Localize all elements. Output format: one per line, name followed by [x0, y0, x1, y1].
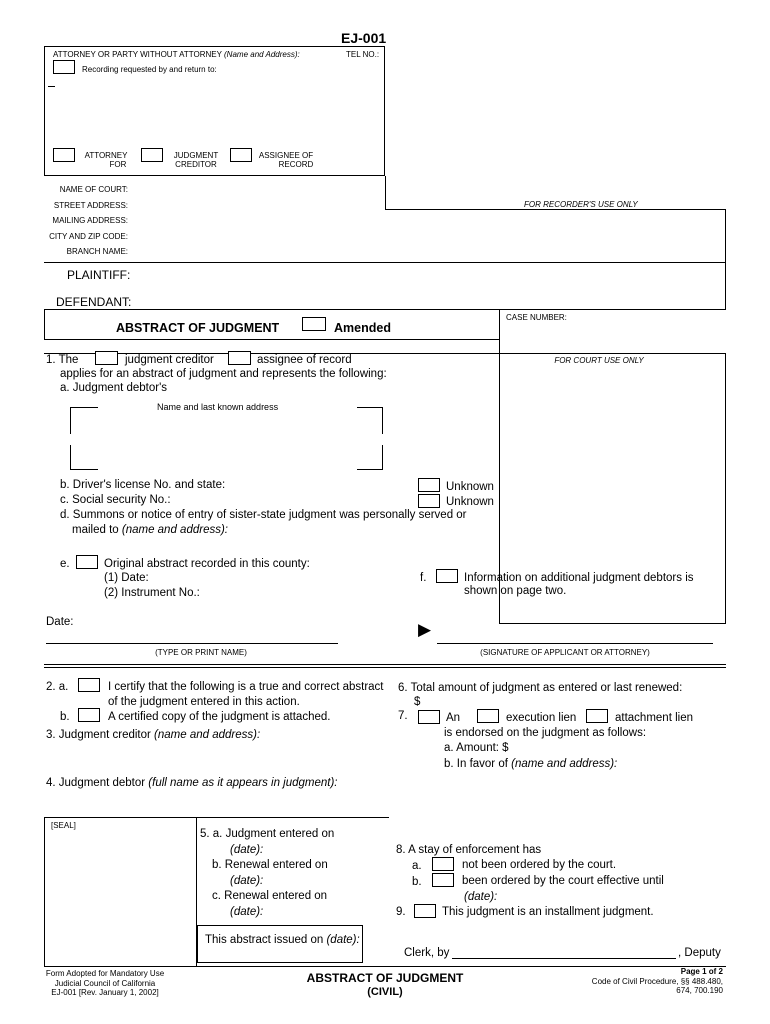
item2a-label: 2. a. [46, 681, 69, 693]
branch-label: BRANCH NAME: [66, 247, 128, 256]
item1-f-label: f. [420, 572, 427, 584]
divider [385, 176, 386, 210]
item1-e-checkbox[interactable] [76, 555, 98, 569]
item7-label: 7. [398, 710, 408, 722]
court-name-label: NAME OF COURT: [59, 185, 128, 194]
item2b-label: b. [60, 711, 70, 723]
item1-e-text: Original abstract recorded in this county: [104, 558, 310, 570]
bracket-bottom-right [357, 445, 383, 470]
item5a: 5. a. Judgment entered on [200, 828, 335, 840]
amended-label: Amended [334, 321, 391, 335]
signature-label: (SIGNATURE OF APPLICANT OR ATTORNEY) [480, 648, 650, 657]
divider [44, 339, 500, 340]
bracket-bottom-left [70, 445, 98, 470]
tel-label: TEL NO.: [346, 50, 380, 59]
item1-c: c. Social security No.: [60, 494, 171, 506]
item5c-date: (date): [230, 906, 264, 918]
footer-title: ABSTRACT OF JUDGMENT [306, 971, 464, 985]
item8a-checkbox[interactable] [432, 857, 454, 871]
item1-assignee-checkbox[interactable] [228, 351, 251, 365]
item1-f-text1: Information on additional judgment debtors is [464, 572, 694, 584]
date-label: Date: [46, 616, 74, 628]
item5a-date: (date): [230, 844, 264, 856]
seal-label: [SEAL] [51, 821, 76, 830]
item7-an-checkbox[interactable] [418, 710, 440, 724]
street-label: STREET ADDRESS: [53, 200, 128, 210]
amended-checkbox[interactable] [302, 317, 326, 331]
item2b-text: A certified copy of the judgment is attached. [108, 711, 331, 723]
item3: 3. Judgment creditor (name and address): [46, 729, 261, 741]
item1-d2: mailed to (name and address): [72, 524, 228, 536]
attorney-label: ATTORNEY OR PARTY WITHOUT ATTORNEY (Name and Address): [53, 50, 300, 59]
item8a-text: not been ordered by the court. [462, 859, 617, 871]
signature-line [437, 643, 713, 644]
judgment-creditor-checkbox[interactable] [141, 148, 163, 162]
judgment-creditor-label: JUDGMENT CREDITOR [173, 151, 219, 169]
seal-box [44, 817, 197, 967]
item1-prefix: 1. The [46, 354, 79, 366]
item8b-checkbox[interactable] [432, 873, 454, 887]
item7-endorsed: is endorsed on the judgment as follows: [444, 727, 647, 739]
name-address-label: Name and last known address [157, 402, 279, 412]
item2a-text1: I certify that the following is a true and correct abstract [108, 681, 384, 693]
divider [44, 309, 45, 339]
issued-box: This abstract issued on (date): [197, 925, 363, 963]
item2a-text2: of the judgment entered in this action. [108, 696, 300, 708]
item1-assignee-label: assignee of record [257, 354, 352, 366]
item1-b: b. Driver's license No. and state: [60, 479, 226, 491]
item9-label: 9. [396, 906, 406, 918]
recorder-use-label: FOR RECORDER'S USE ONLY [524, 200, 638, 209]
item7-exec-checkbox[interactable] [477, 709, 499, 723]
divider [385, 209, 726, 210]
item5c: c. Renewal entered on [212, 890, 328, 902]
footer-subtitle: (CIVIL) [367, 986, 403, 998]
divider [725, 209, 726, 309]
divider [499, 309, 500, 354]
double-rule [44, 664, 726, 665]
tick-mark [48, 86, 55, 87]
unknown-1-checkbox[interactable] [418, 478, 440, 492]
unknown-1-label: Unknown [446, 481, 494, 493]
item1-e1: (1) Date: [104, 572, 149, 584]
item8a-label: a. [412, 860, 422, 872]
footer-left: Form Adopted for Mandatory Use Judicial Council of California EJ-001 [Rev. January 1, 2002] [45, 969, 165, 997]
item7-exec: execution lien [506, 712, 577, 724]
bracket-top-right [357, 407, 383, 434]
item6-text: 6. Total amount of judgment as entered or last renewed: [398, 682, 683, 694]
form-id: EJ-001 [341, 30, 387, 46]
item7-b: b. In favor of (name and address): [444, 758, 618, 770]
print-name-label: (TYPE OR PRINT NAME) [155, 648, 247, 657]
case-number-label: CASE NUMBER: [506, 313, 567, 322]
item8b-label: b. [412, 876, 422, 888]
court-use-label: FOR COURT USE ONLY [554, 356, 644, 365]
clerk-label: Clerk, by [404, 947, 450, 959]
item5b-date: (date): [230, 875, 264, 887]
item4: 4. Judgment debtor (full name as it appears in judgment): [46, 777, 338, 789]
item9-checkbox[interactable] [414, 904, 436, 918]
item1-f-checkbox[interactable] [436, 569, 458, 583]
item1-creditor-label: judgment creditor [125, 354, 214, 366]
item8b-text: been ordered by the court effective until [462, 875, 664, 887]
recording-checkbox[interactable] [53, 60, 75, 74]
defendant-label: DEFENDANT: [56, 295, 132, 309]
attorney-for-checkbox[interactable] [53, 148, 75, 162]
footer-right: Page 1 of 2 Code of Civil Procedure, §§ 488.480, 674, 700.190 [591, 967, 723, 995]
unknown-2-label: Unknown [446, 496, 494, 508]
assignee-label: ASSIGNEE OF RECORD [258, 151, 314, 169]
item1-e2: (2) Instrument No.: [104, 587, 200, 599]
attorney-for-label: ATTORNEY FOR [84, 151, 128, 169]
item1-applies: applies for an abstract of judgment and represents the following: [60, 368, 387, 380]
item7-attach: attachment lien [615, 712, 693, 724]
item9-text: This judgment is an installment judgment. [442, 906, 654, 918]
court-labels [44, 182, 128, 260]
item1-e-label: e. [60, 558, 70, 570]
item1-f-text2: shown on page two. [464, 585, 567, 597]
recording-requested: Recording requested by and return to: [82, 65, 217, 74]
double-rule [44, 667, 726, 668]
clerk-line [452, 958, 676, 959]
print-name-line [46, 643, 338, 644]
item2a-checkbox[interactable] [78, 678, 100, 692]
item8: 8. A stay of enforcement has [396, 844, 542, 856]
arrow-icon: ▶ [418, 620, 432, 639]
item7-a: a. Amount: $ [444, 742, 509, 754]
parties-top-rule [44, 262, 726, 310]
bracket-top-left [70, 407, 98, 434]
item1-d1: d. Summons or notice of entry of sister-state judgment was personally served or [60, 509, 467, 521]
item7-attach-checkbox[interactable] [586, 709, 608, 723]
item5b: b. Renewal entered on [212, 859, 328, 871]
item1-debtor-a: a. Judgment debtor's [60, 382, 168, 394]
deputy-label: , Deputy [678, 947, 721, 959]
abstract-title: ABSTRACT OF JUDGMENT [116, 321, 280, 335]
item1-creditor-checkbox[interactable] [95, 351, 118, 365]
assignee-checkbox[interactable] [230, 148, 252, 162]
item8b-date: (date): [464, 891, 498, 903]
plaintiff-label: PLAINTIFF: [67, 268, 131, 282]
mailing-label: MAILING ADDRESS: [52, 216, 128, 225]
unknown-2-checkbox[interactable] [418, 494, 440, 508]
item7-an: An [446, 712, 461, 724]
item6-dollar: $ [414, 696, 421, 708]
city-zip-label: CITY AND ZIP CODE: [49, 231, 128, 241]
item2b-checkbox[interactable] [78, 708, 100, 722]
